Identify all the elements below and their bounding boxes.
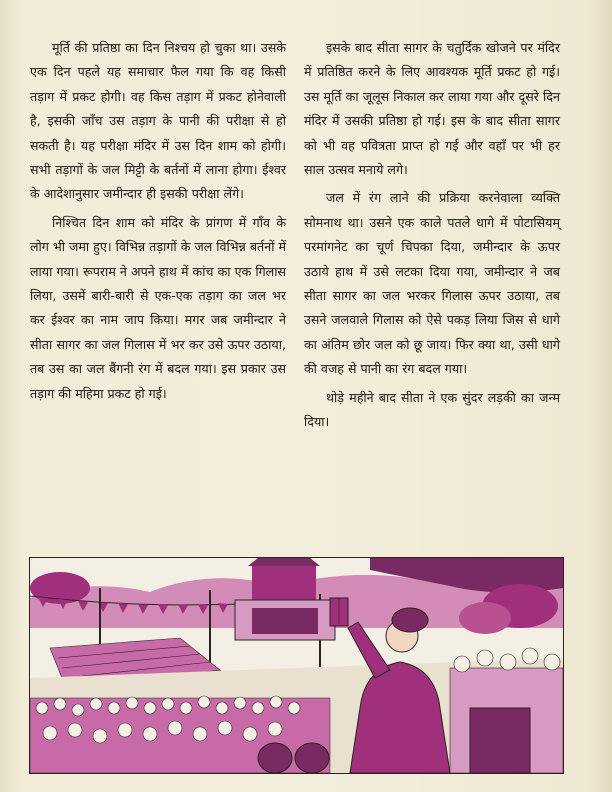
paragraph: थोड़े महीने बाद सीता ने एक सुंदर लड़की का जन्म दिया। [304, 389, 560, 430]
paragraph: निश्चित दिन शाम को मंदिर के प्रांगण में गाँव के लोग भी जमा हुए। विभिन्न तड़ागों के जल विभिन्न बर्तनों में लाया गया। रूपराम ने अपने हाथ में कांच का एक गिलास लिया, उसमें बारी-बारी से एक-एक तड़ाग का जल भर कर ईश्वर का नाम जाप किया। मगर जब जमीन्दार ने सीता सागर का जल गिलास में भर कर उसे ऊपर उठाया, तब उस का जल बैंगनी रंग में बदल गया। इस प्रकार उस तड़ाग की महिमा प्रकट हो गई। [30, 214, 286, 401]
right-text-column [304, 36, 560, 435]
paragraph: जल में रंग लाने की प्रक्रिया करनेवाला व्यक्ति सोमनाथ था। उसने एक काले पतले धागे में पोटासियम् परमांगनेट का चूर्ण चिपका दिया, जमीन्दार के ऊपर उठाये हाथ में उसे लटका दिया गया, जमीन्दार ने जब सीता सागर का जल भरकर गिलास ऊपर उठाया, तब उसने जलवाले गिलास को ऐसे पकड़ लिया जिस से धागे का अंतिम छोर जल को छू जाय। फिर क्या था, उसी धागे की वजह से पानी का रंग बदल गया। [304, 190, 560, 377]
paragraph: मूर्ति की प्रतिष्ठा का दिन निश्चय हो चुका था। उसके एक दिन पहले यह समाचार फैल गया कि वह किसी तड़ाग में प्रकट होगी। वह किस तड़ाग में प्रकट होनेवाली है, इसकी जाँच उस तड़ाग के पानी की परीक्षा से हो सकती है। यह परीक्षा मंदिर में उस दिन शाम को होगी। सभी तड़ागों के जल मिट्टी के बर्तनों में लाना होगा। ईश्वर के आदेशानुसार जमीन्दार ही इसकी परीक्षा लेंगे। [30, 40, 286, 202]
illustration-drawing [30, 558, 563, 773]
illustration-temple-crowd [29, 557, 564, 774]
paragraph: इसके बाद सीता सागर के चतुर्दिक खोजने पर मंदिर में प्रतिष्ठित करने के लिए आवश्यक मूर्ति प्रकट हो गई। उस मूर्ति का जूलूस निकाल कर लाया गया और दूसरे दिन मंदिर में उसकी प्रतिष्ठा हो गई। इस के बाद सीता सागर को भी वह पवित्रता प्राप्त हो गई और वहाँ पर भी हर साल उत्सव मनाये लगे। [304, 40, 560, 178]
left-text-column [30, 36, 286, 406]
